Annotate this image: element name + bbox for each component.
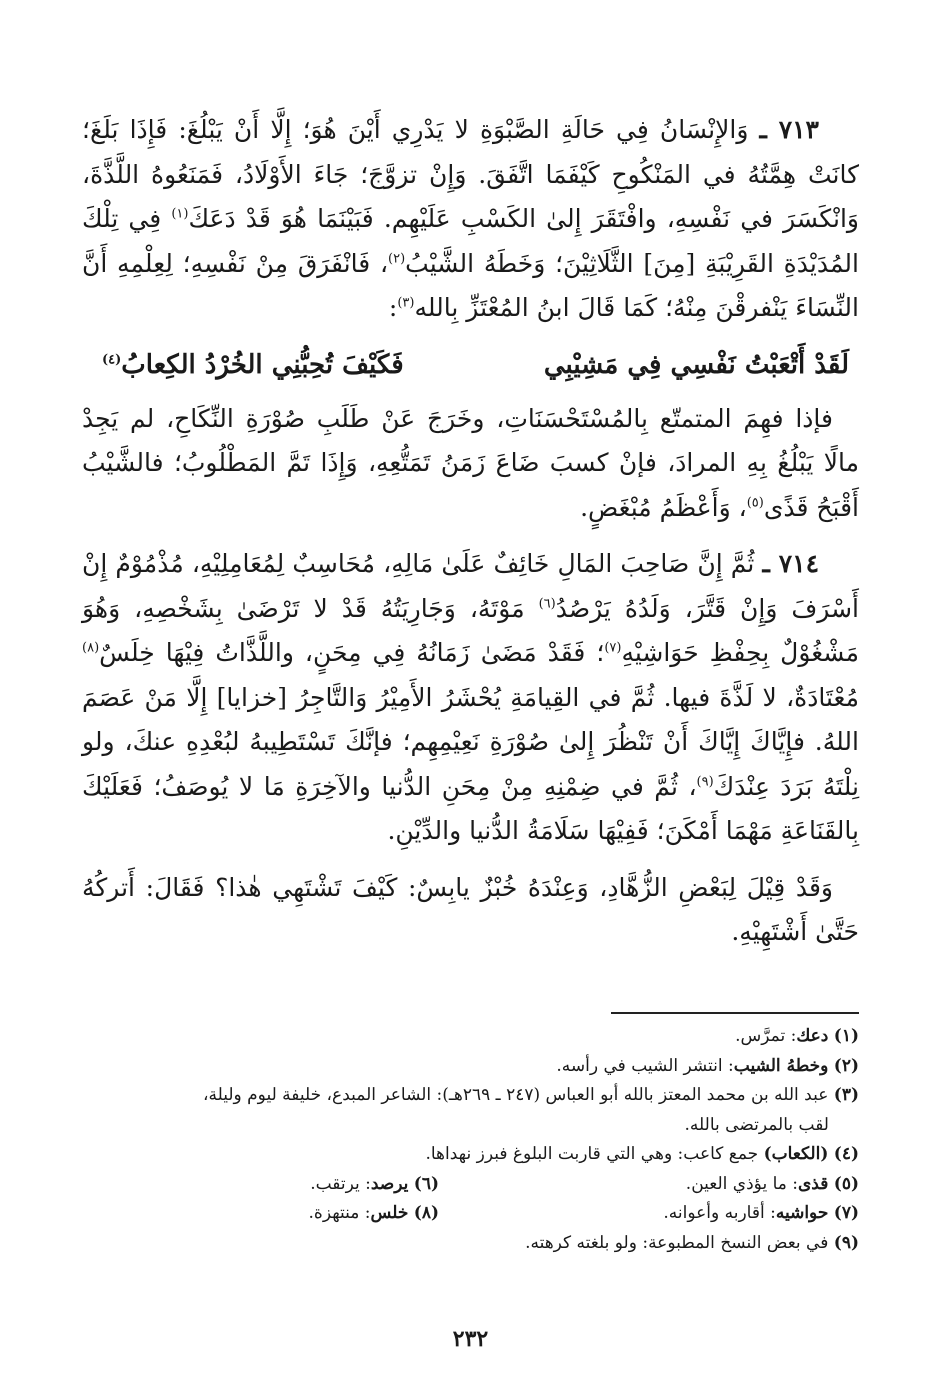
paragraph-continuation: فإذا فهِمَ المتمتّع بِالمُسْتَحْسَنَاتِ، وخَرَجَ عَنْ طَلَبِ صُوْرَةِ النِّكَاحِ، لم يَجِدْ مالًا يَبْلُغُ بِهِ المرادَ، فإنْ كسبَ ضَاعَ زَمَنُ تَمَتُّعِهِ، وَإِذَا تَمَّ المَطْلُوبُ؛ فالشَّيْبُ أَقْبَحُ قَذًى$^{(٥)}$، وَأَعْظَمُ مُبْغَضٍ. — [82, 403, 859, 522]
paragraph-713: ٧١٣ ـ وَالإِنْسَانُ فِي حَالَةِ الصَّبْوَةِ لا يَدْرِي أَيْنَ هُوَ؛ إِلَّا أَنْ يَبْلُغَ: فَإِذَا بَلَغَ؛ كانَتْ هِمَّتُهُ في المَنْكُوحِ كَيْفَمَا اتَّفَقَ. وَإِنْ تزوَّجَ؛ جَاءَ الأَوْلَادُ، فَمَنَعُوهُ اللَّذَّةَ، وَانْكَسَرَ في نَفْسِهِ، وافْتَقَرَ إِلىٰ الكَسْبِ عَلَيْهِم. فَبَيْنَمَا هُوَ قَدْ دَعَكَ$^{(١)}$ فِي تِلْكَ المُدَيْدَةِ القَرِيْبَةِ [مِنَ] الثَّلَاثِيْنَ؛ وَخَطَهُ الشَّيْبُ$^{(٢)}$، فَانْفَرَقَ مِنْ نَفْسِهِ؛ لِعِلْمِهِ أَنَّ النِّسَاءَ يَنْفرقْنَ مِنْهُ؛ كَمَا قَالَ ابنُ المُعْتَزِّ بِالله$^{(٣)}$: — [82, 115, 859, 322]
main-text — [82, 108, 859, 967]
footnote-5: (٥) قذى: ما يؤذي العين. — [685, 1173, 859, 1194]
footnote-2: (٢) وخطهُ الشيب: انتشر الشيب في رأسه. — [556, 1055, 859, 1076]
footnote-ref-5[interactable]: (٥) — [746, 495, 764, 511]
verse-second-hemistich: فَكَيْفَ تُحِبُّنِي الخُرْدُ الكِعابُ$^{(٤)}$ — [102, 349, 404, 380]
footnote-ref-9[interactable]: (٩) — [696, 774, 714, 790]
footnote-row-7-8 — [74, 1199, 859, 1229]
paragraph-number: ٧١٤ ـ — [762, 549, 820, 578]
footnote-divider — [611, 1012, 859, 1014]
footnote-ref-8[interactable]: (٨) — [82, 640, 100, 656]
footnote-4: (٤) (الكعاب) جمع كاعب: وهي التي قاربت البلوغ فبرز نهداها. — [425, 1144, 859, 1164]
paragraph-714: ٧١٤ ـ ثُمَّ إِنَّ صَاحِبَ المَالِ خَائِفٌ عَلَىٰ مَالِهِ، مُحَاسِبٌ لِمُعَامِلِيْهِ، مُذْمُوْمٌ إِنْ أَسْرَفَ وَإِنْ قَتَّرَ، وَلَدُهُ يَرْصُدُ$^{(٦)}$ مَوْتَهُ، وَجَارِيَتُهُ قَدْ لا تَرْضَىٰ بِشَخْصِهِ، وَهُوَ مَشْغُوْلٌ بِحِفْظِ حَوَاشِيْهِ$^{(٧)}$؛ فَقَدْ مَضَىٰ زَمَانُهُ فِي مِحَنٍ، واللَّذَّاتُ فِيْهَا خِلَسٌ$^{(٨)}$ مُعْتَادَةٌ، لا لَذَّةَ فيها. ثُمَّ في القِيامَةِ يُحْشَرُ الأَمِيْرُ وَالتَّاجِرُ [خزايا] إِلَّا مَنْ عَصَمَ اللهُ. فإِيَّاكَ إِيَّاكَ أَنْ تَنْظُرَ إِلىٰ صُوْرَةِ نَعِيْمِهِم؛ فإنَّكَ تَسْتَطِيبهُ لبُعْدِهِ عنكَ، ولو نِلْتَهُ بَرَدَ عِنْدَكَ$^{(٩)}$، ثُمَّ في ضِمْنِهِ مِنْ مِحَنِ الدُّنيا والآخِرَةِ مَا لا يُوصَفُ؛ فَعَلَيْكَ بِالقَنَاعَةِ مَهْمَا أَمْكَنَ؛ فَفِيْهَا سَلَامَةُ الدُّنيا والدِّيْنِ. — [82, 549, 860, 845]
footnote-ref-2[interactable]: (٢) — [388, 251, 406, 267]
footnote-ref-4[interactable]: (٤) — [102, 351, 122, 367]
footnote-9: (٩) في بعض النسخ المطبوعة: ولو بلغته كرهته. — [525, 1232, 859, 1253]
footnote-ref-1[interactable]: (١) — [171, 206, 189, 222]
footnote-3-continuation: لقب بالمرتضى بالله. — [684, 1114, 829, 1135]
footnote-1: (١) دعك: تمرَّس. — [735, 1026, 859, 1046]
verse-first-hemistich: لَقَدْ أَتْعَبْتُ نَفْسِي فِي مَشِيْبِي — [543, 349, 849, 380]
footnote-ref-7[interactable]: (٧) — [604, 640, 622, 656]
page-number: ٢٣٢ — [452, 1326, 489, 1352]
paragraph-ascetic: وَقَدْ قِيْلَ لِبَعْضِ الزُّهَّادِ، وَعِنْدَهُ خُبْزٌ يابِسٌ: كَيْفَ تَشْتَهِي هٰذا؟ فَقَالَ: أَتركُهُ حَتَّىٰ أَشْتَهِيْهِ. — [82, 872, 859, 946]
poetry-verse — [102, 343, 849, 387]
paragraph-number: ٧١٣ ـ — [759, 115, 819, 144]
footnote-ref-6[interactable]: (٦) — [538, 596, 556, 612]
footnote-3: (٣) عبد الله بن محمد المعتز بالله أبو العباس (٢٤٧ ـ ٢٦٩هـ): الشاعر المبدع، خليفة ليوم وليلة، — [203, 1085, 859, 1105]
footnote-8: (٨) خلس: منتهزة. — [308, 1203, 439, 1223]
footnote-row-5-6 — [74, 1170, 859, 1200]
footnote-6: (٦) يرصد: يرتقب. — [310, 1173, 439, 1194]
footnotes — [74, 1022, 859, 1258]
footnote-ref-3[interactable]: (٣) — [397, 295, 415, 311]
footnote-7: (٧) حواشيه: أقاربه وأعوانه. — [663, 1203, 859, 1223]
